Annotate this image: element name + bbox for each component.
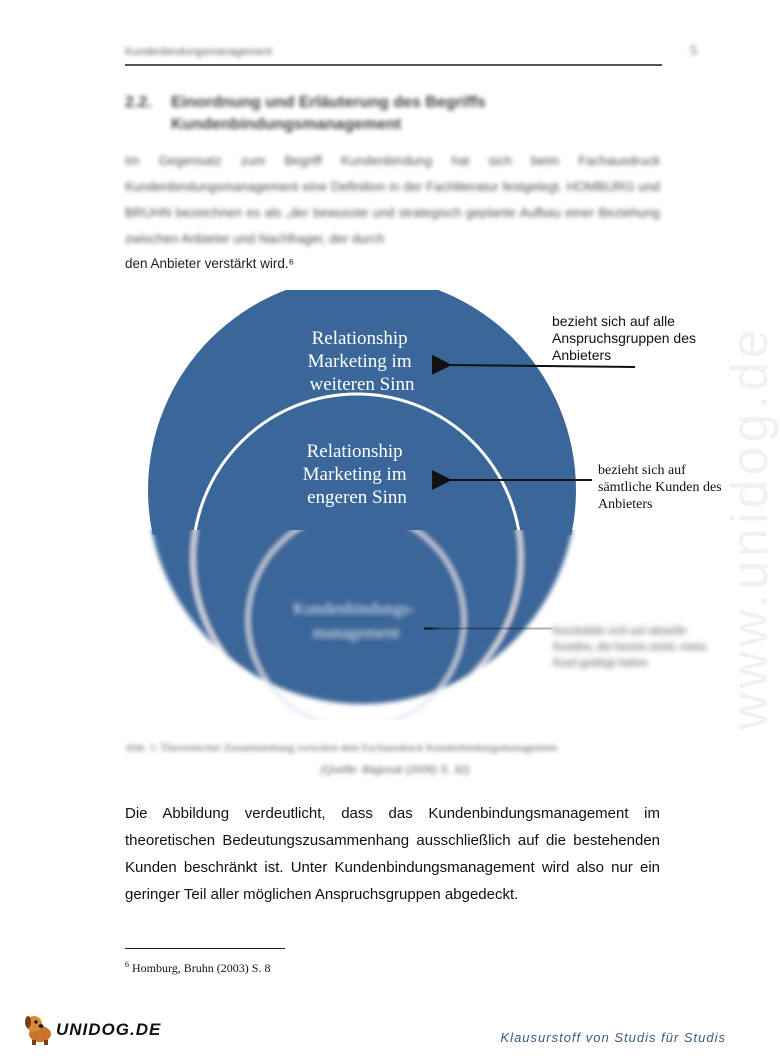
annotation-inner: beschränkt sich auf aktuelle Kunden, die bereits mind. einen Kauf getätigt haben	[553, 623, 707, 669]
intro-paragraph: Im Gegensatz zum Begriff Kundenbindung hat sich beim Fachausdruck Kundenbindungsmanagement eine Definition in der Fachliteratur festgelegt. HOMBURG und BRUHN bezeichnen es als „der bewusste und strategisch geplante Aufbau einer Beziehung zwischen Anbieter und Nachfrager, der durch	[125, 153, 660, 246]
body-paragraph: Die Abbildung verdeutlicht, dass das Kundenbindungsmanagement im theoretischen Bedeutungszusammenhang ausschließlich auf die bestehenden Kunden beschränkt ist. Unter Kundenbindungsmanagement wird also nur ein geringer Teil aller möglichen Anspruchsgruppen abgedeckt.	[125, 805, 660, 903]
footnote-marker: 6	[125, 960, 129, 969]
watermark-text: www.unidog.de	[721, 325, 779, 730]
annotation-outer: bezieht sich auf alle Anspruchsgruppen des Anbieters	[552, 313, 696, 363]
running-header-title: Kundenbindungsmanagement	[125, 46, 272, 58]
inner-circle-label: Kundenbindungs- management	[292, 599, 415, 642]
watermark	[680, 280, 779, 730]
header-rule	[125, 64, 662, 66]
figure-caption: Abb. 1: Theoretischer Zusammenhang zwischen dem Fachausdruck Kundenbindungsmanagement	[125, 742, 558, 754]
footnote-rule	[125, 948, 285, 949]
annotation-middle: bezieht sich auf sämtliche Kunden des Anbieters	[598, 463, 722, 512]
site-logo[interactable]	[22, 1012, 162, 1048]
footnote-text: Homburg, Bruhn (2003) S. 8	[132, 961, 271, 975]
figure-source: (Quelle: Bagusat (2006) S. 32)	[320, 764, 470, 776]
middle-circle-label: Relationship Marketing im engeren Sinn	[302, 441, 407, 508]
outer-circle-label: Relationship Marketing im weiteren Sinn	[307, 328, 415, 395]
dog-icon	[22, 1012, 56, 1046]
intro-last-line: den Anbieter verstärkt wird.⁶	[125, 256, 295, 271]
section-number: 2.2.	[125, 94, 152, 111]
logo-text: UNIDOG.DE	[56, 1020, 162, 1039]
section-title: Einordnung und Erläuterung des Begriffs Kundenbindungsmanagement	[171, 94, 486, 133]
footnote	[125, 960, 270, 976]
page-number: 5	[690, 44, 697, 59]
footer-slogan: Klausurstoff von Studis für Studis	[500, 1030, 726, 1045]
page-header	[125, 44, 697, 66]
arrow-inner	[436, 628, 552, 629]
